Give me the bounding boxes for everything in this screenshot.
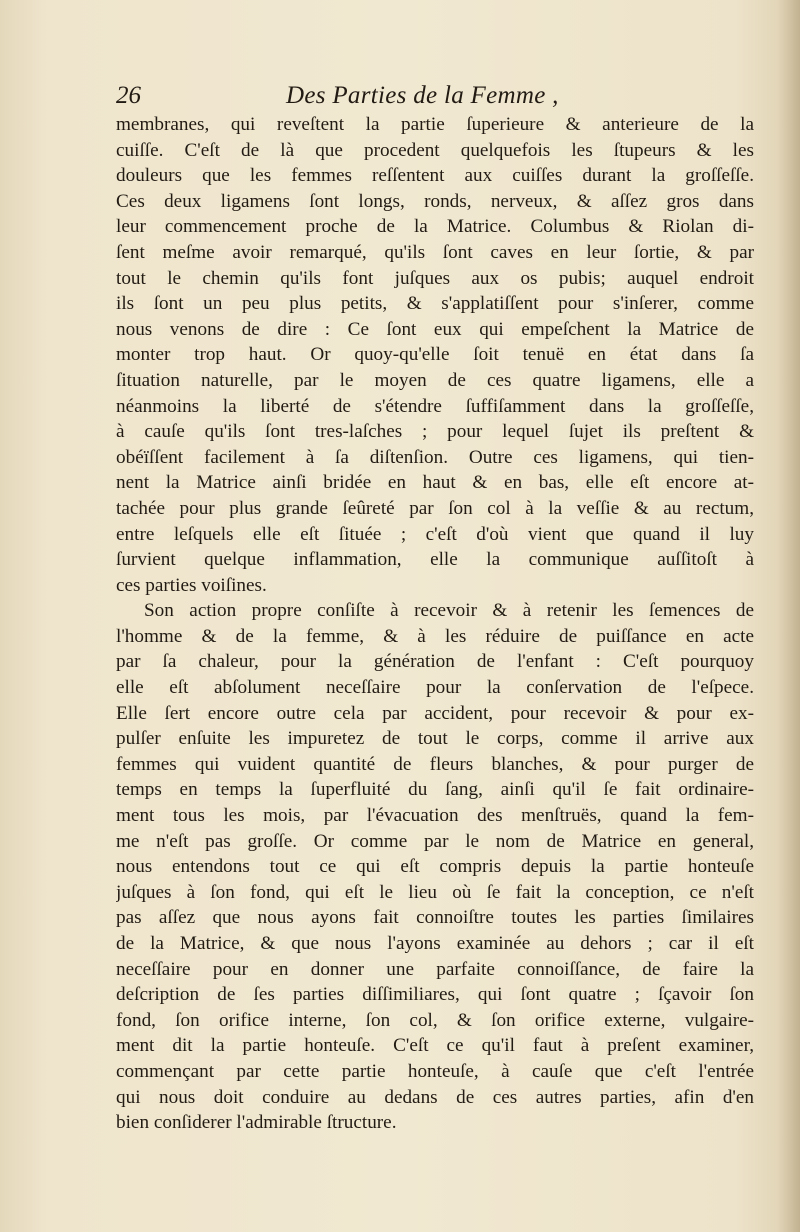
text-line: neceſſaire pour en donner une parfaite connoiſſance, de faire la	[116, 958, 754, 980]
text-line: Elle ſert encore outre cela par accident, pour recevoir & pour ex-	[116, 702, 754, 724]
text-line: elle eſt abſolument neceſſaire pour la conſervation de l'eſpece.	[116, 677, 754, 699]
text-line: me n'eſt pas groſſe. Or comme par le nom de Matrice en general,	[116, 830, 754, 852]
text-line: temps en temps la ſuperfluité du ſang, ainſi qu'il ſe fait ordinaire-	[116, 779, 754, 801]
text-line: tout le chemin qu'ils font juſques aux os pubis; auquel endroit	[116, 267, 754, 289]
text-line: pulſer enſuite les impuretez de tout le corps, comme il arrive aux	[116, 728, 754, 750]
text-line: monter trop haut. Or quoy-qu'elle ſoit tenuë en état dans ſa	[116, 344, 754, 366]
text-line: juſques à ſon fond, qui eſt le lieu où ſe fait la conception, ce n'eſt	[116, 881, 754, 903]
text-line: ſurvient quelque inflammation, elle la communique auſſitoſt à	[116, 549, 754, 571]
text-line: de la Matrice, & que nous l'ayons examinée au dehors ; car il eſt	[116, 933, 754, 954]
text-line: l'homme & de la femme, & à les réduire de puiſſance en acte	[116, 625, 754, 647]
text-line: ſent meſme avoir remarqué, qu'ils ſont caves en leur ſortie, & par	[116, 241, 754, 263]
text-line: ment dit la partie honteuſe. C'eſt ce qu'il faut à preſent examiner,	[116, 1035, 754, 1057]
text-line: pas aſſez que nous ayons fait connoiſtre toutes les parties ſimilaires	[116, 907, 754, 929]
text-line: douleurs que les femmes reſſentent aux cuiſſes durant la groſſeſſe.	[116, 165, 754, 187]
text-line: par ſa chaleur, pour la génération de l'enfant : C'eſt pourquoy	[116, 651, 754, 673]
text-line: Ces deux ligamens ſont longs, ronds, nerveux, & aſſez gros dans	[116, 190, 754, 212]
text-line: commençant par cette partie honteuſe, à cauſe que c'eſt l'entrée	[116, 1060, 754, 1082]
page-number: 26	[116, 82, 141, 109]
text-line: ils ſont un peu plus petits, & s'applatiſſent pour s'inſerer, comme	[116, 293, 754, 315]
page-header	[116, 78, 676, 114]
text-line: tachée pour plus grande ſeûreté par ſon col à la veſſie & au rectum,	[116, 497, 754, 519]
text-line: leur commencement proche de la Matrice. Columbus & Riolan di-	[116, 216, 754, 238]
text-line: fond, ſon orifice interne, ſon col, & ſon orifice externe, vulgaire-	[116, 1009, 754, 1031]
text-line: bien conſiderer l'admirable ſtructure.	[116, 1112, 397, 1134]
text-line: néanmoins la liberté de s'étendre ſuffiſamment dans la groſſeſſe,	[116, 395, 754, 417]
text-line: femmes qui vuident quantité de fleurs blanches, & pour purger de	[116, 753, 754, 775]
text-line: cuiſſe. C'eſt de là que procedent quelquefois les ſtupeurs & les	[116, 139, 754, 161]
page-edge-shadow	[778, 0, 800, 1232]
text-line: nous venons de dire : Ce ſont eux qui empeſchent la Matrice de	[116, 318, 754, 340]
text-line: Son action propre conſiſte à recevoir & à retenir les ſemences de	[144, 600, 754, 622]
text-line: membranes, qui reveſtent la partie ſuperieure & anterieure de la	[116, 114, 754, 135]
text-line: nent la Matrice ainſi bridée en haut & en bas, elle eſt encore at-	[116, 472, 754, 494]
text-line: à cauſe qu'ils ſont tres-laſches ; pour lequel ſujet ils preſtent &	[116, 421, 754, 443]
text-line: entre leſquels elle eſt ſituée ; c'eſt d'où vient que quand il luy	[116, 523, 754, 545]
text-line: ces parties voiſines.	[116, 574, 267, 596]
text-line: qui nous doit conduire au dedans de ces autres parties, afin d'en	[116, 1086, 754, 1108]
text-line: ſituation naturelle, par le moyen de ces quatre ligamens, elle a	[116, 369, 754, 391]
text-line: deſcription de ſes parties diſſimiliares, qui ſont quatre ; ſçavoir ſon	[116, 984, 754, 1006]
body-text	[116, 112, 754, 1138]
text-line: obéïſſent facilement à ſa diſtenſion. Outre ces ligamens, qui tien-	[116, 446, 754, 468]
text-line: nous entendons tout ce qui eſt compris depuis la partie honteuſe	[116, 856, 754, 878]
running-title: Des Parties de la Femme ,	[286, 82, 559, 109]
text-line: ment tous les mois, par l'évacuation des menſtruës, quand la fem-	[116, 805, 754, 827]
